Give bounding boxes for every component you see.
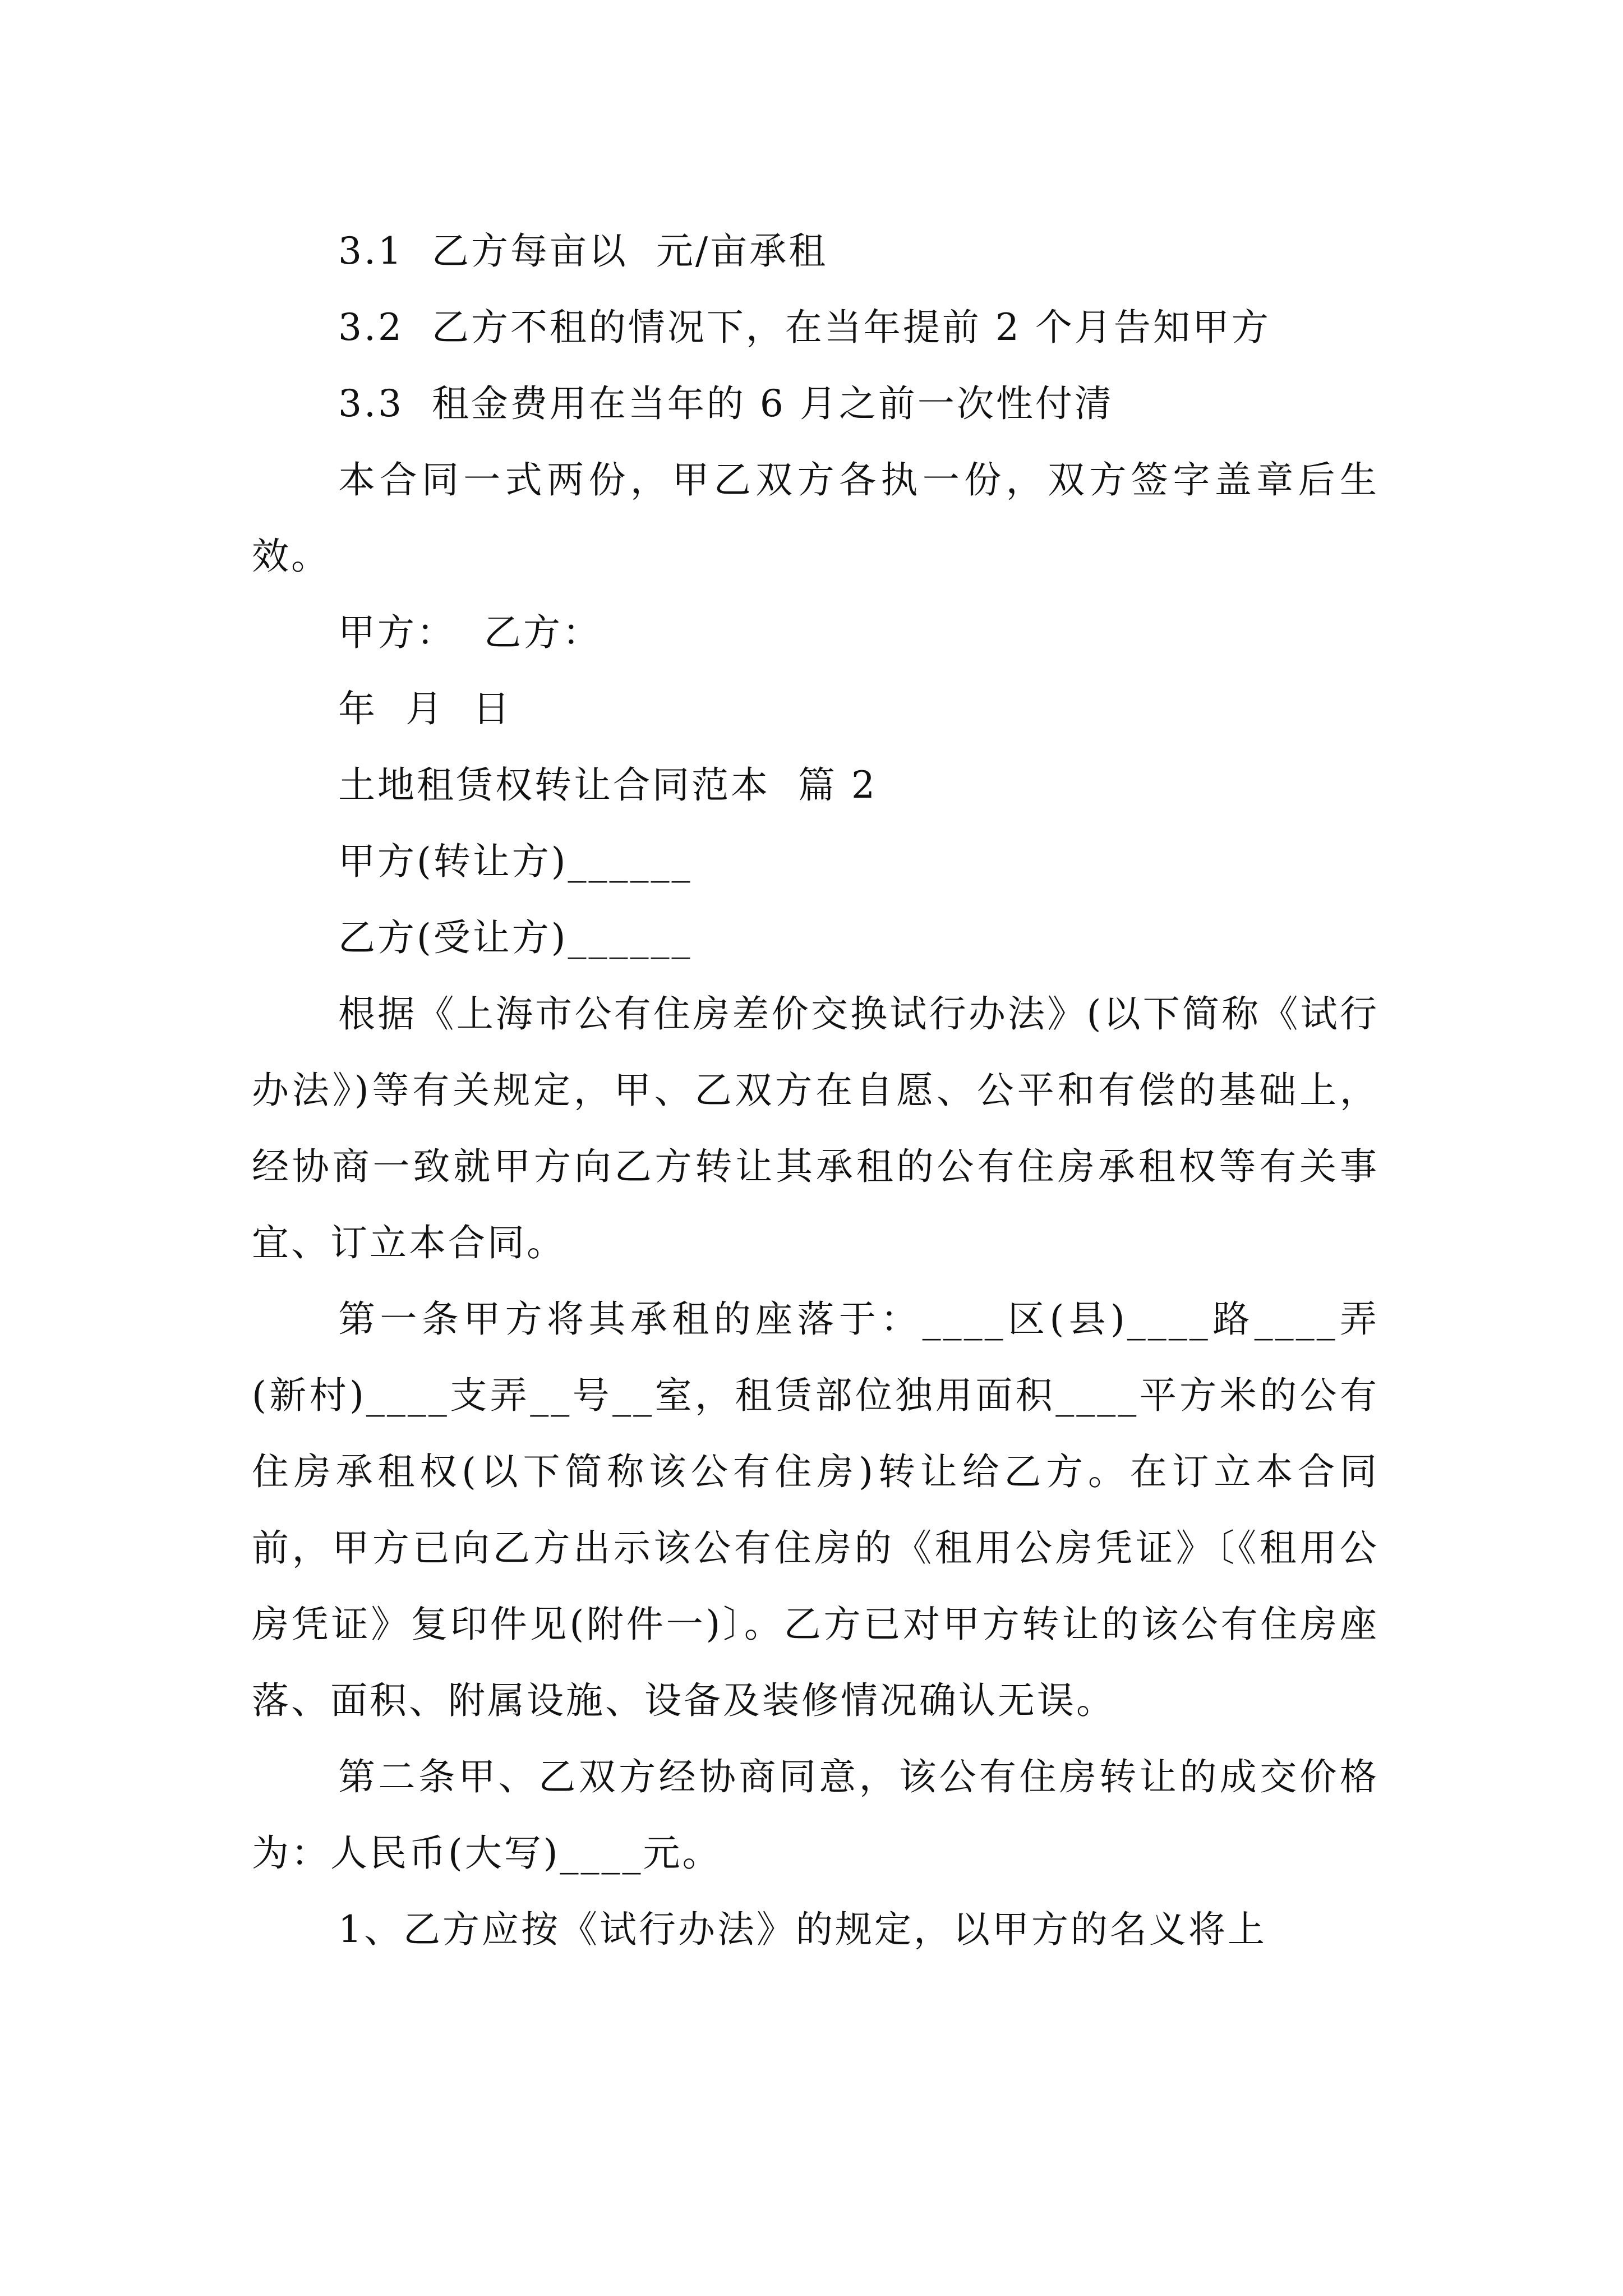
signature-parties: 甲方： 乙方： xyxy=(338,611,602,654)
clause-3-2: 3.2 乙方不租的情况下，在当年提前 2 个月告知甲方 xyxy=(338,306,1271,349)
document-body xyxy=(252,213,1379,1968)
preamble-paragraph: 根据《上海市公有住房差价交换试行办法》(以下简称《试行办法》)等有关规定，甲、乙双方在自愿、公平和有偿的基础上，经协商一致就甲方向乙方转让其承租的公有住房承租权等有关事宜、订立本合同。 xyxy=(252,992,1379,1264)
party-b-line: 乙方(受让方)______ xyxy=(338,916,693,959)
clause-3-1: 3.1 乙方每亩以 元/亩承租 xyxy=(338,229,828,273)
clause-3-3: 3.3 租金费用在当年的 6 月之前一次性付清 xyxy=(338,382,1114,425)
copies-paragraph: 本合同一式两份，甲乙双方各执一份，双方签字盖章后生效。 xyxy=(252,458,1379,578)
party-a-line: 甲方(转让方)______ xyxy=(338,840,693,883)
signature-date: 年 月 日 xyxy=(338,687,512,730)
article-2-paragraph: 第二条甲、乙双方经协商同意，该公有住房转让的成交价格为：人民币(大写)____元。 xyxy=(252,1755,1379,1875)
item-1-paragraph: 1、乙方应按《试行办法》的规定，以甲方的名义将上 xyxy=(338,1908,1267,1951)
section-title: 土地租赁权转让合同范本 篇 2 xyxy=(338,763,877,807)
article-1-paragraph: 第一条甲方将其承租的座落于：____区(县)____路____弄(新村)____支弄__号__室，租赁部位独用面积____平方米的公有住房承租权(以下简称该公有住房)转让给乙方。在订立本合同前，甲方已向乙方出示该公有住房的《租用公房凭证》〔《租用公房凭证》复印件见(附件一)〕。乙方已对甲方转让的该公有住房座落、面积、附属设施、设备及装修情况确认无误。 xyxy=(252,1297,1379,1722)
